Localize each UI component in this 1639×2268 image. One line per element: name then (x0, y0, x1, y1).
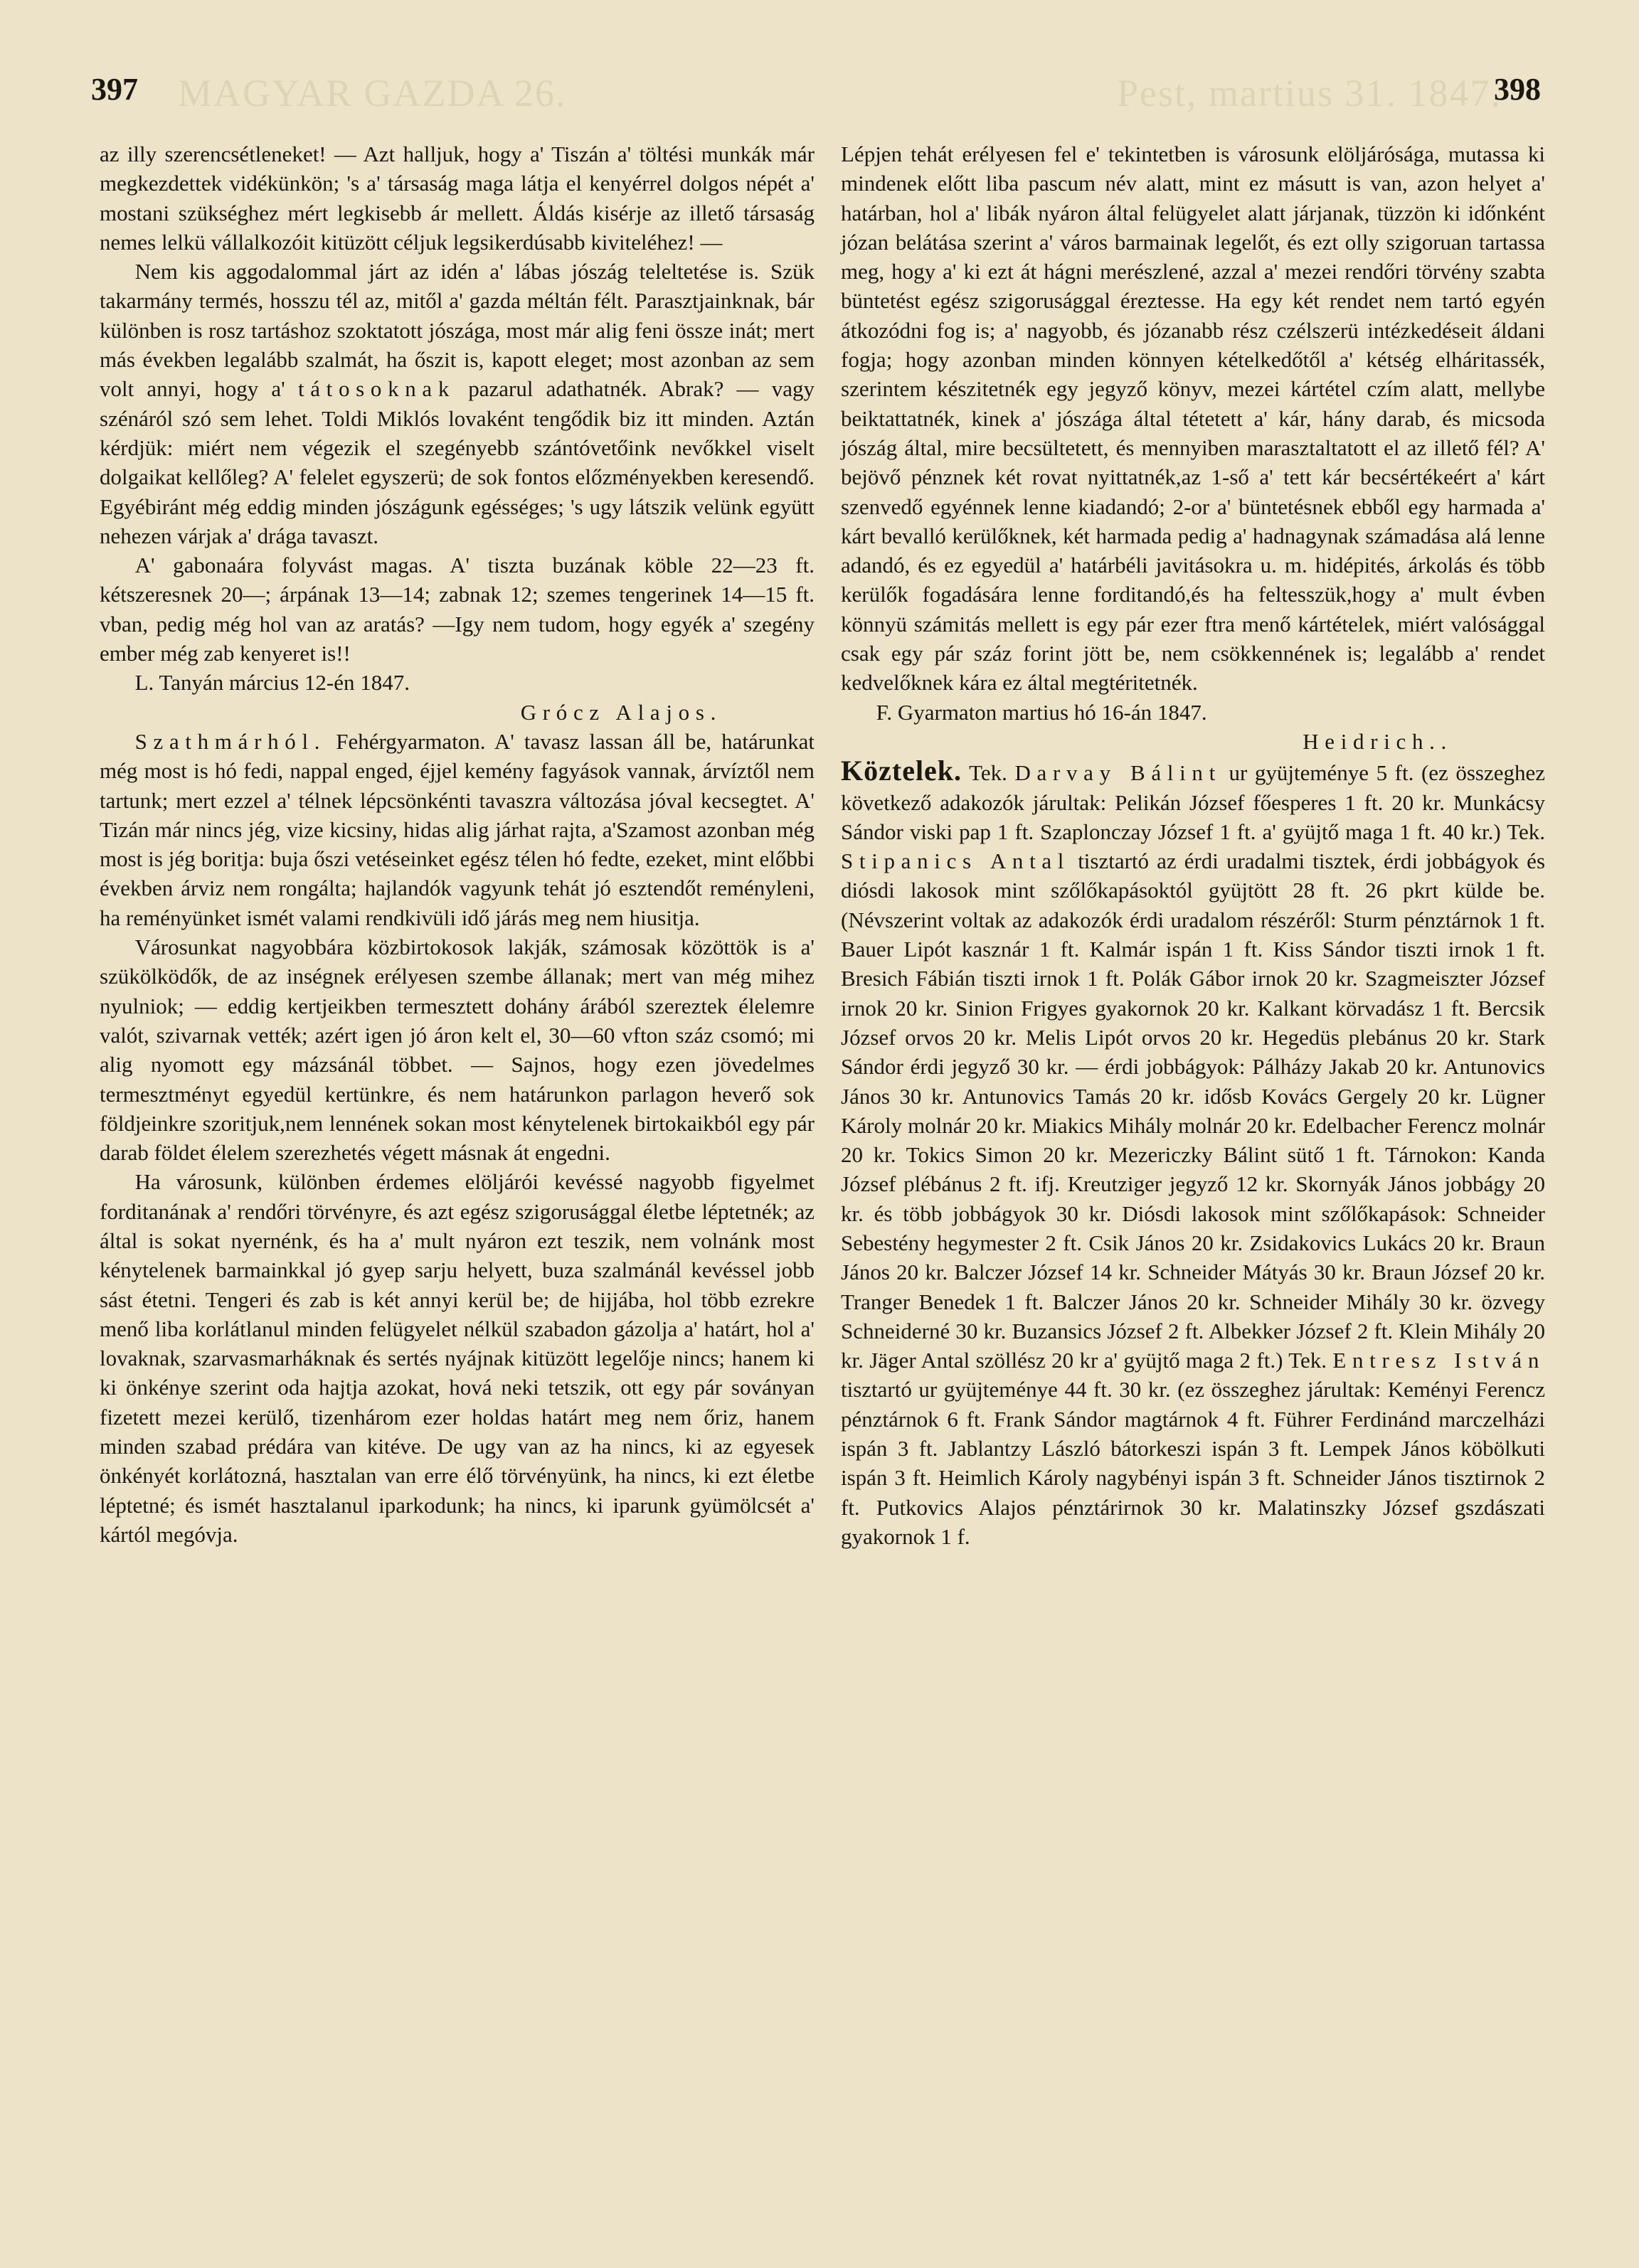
text-run: Tek. (969, 760, 1007, 786)
text-run: Nem kis aggodalommal járt az idén a' lábas jószág teleltetése is. Szük takarmány termés, hosszu tél az, mitől a' gazda méltán félt. Parasztjainknak, bár különben is rosz tartáshoz szoktatott jószága, most már alig feni össze inát; mert más években legalább szalmát, ha őszit is, kapott eleget; most azonban az sem volt annyi, hogy a' (100, 259, 815, 402)
spaced-name: Stipanics Antal (841, 848, 1071, 874)
page-number-right: 398 (1494, 72, 1541, 107)
text-run: ur gyüjteménye 5 ft. (ez összeghez következő adakozók járultak: Pelikán József főesperes 1 ft. 20 kr. Munkácsy Sándor viski pap 1 ft. Szaplonczay József 1 ft. a' gyüjtő maga 1 ft. 40 kr.) Tek. (841, 760, 1546, 844)
running-head-left: MAGYAR GAZDA 26. (178, 72, 567, 115)
running-head-right: Pest, martius 31. 1847. (1117, 72, 1502, 115)
paragraph: A' gabonaára folyvást magas. A' tiszta buzának köble 22—23 ft. kétszeresnek 20—; árpának 13—14; zabnak 12; szemes tengerinek 14—15 ft. vban, pedig még hol van az aratás? —Igy nem tudom, hogy egyék a' szegény ember még zab kenyeret is!! (100, 553, 815, 666)
paragraph (100, 257, 815, 550)
spaced-name: Entresz István (1332, 1348, 1546, 1373)
text-run: Fehérgyarmaton. A' tavasz lassan áll be, határunkat még most is hó fedi, nappal enged, éjjel kemény fagyások vannak, árvíztől nem tartunk; mert ezzel a' télnek lépcsönkénti tavaszra változása jóval kecsegtet. A' Tizán már nincs jég, vize kicsiny, hidas alig járhat rajta, a'Szamost azonban még most is jég boritja: buja őszi vetéseinket egész télen hó fedte, ezeket, mint előbbi években árviz nem rongálta; hajlandók vagyunk tehát jó esztendőt reményleni, ha reményünket ismét valami rendkivüli idő járás meg nem hiusitja. (100, 728, 815, 930)
dateline: L. Tanyán március 12-én 1847. (134, 670, 410, 696)
spaced-word: tátosoknak (297, 376, 456, 402)
spaced-word: Szathmárhól. (134, 728, 327, 754)
right-column (841, 139, 1545, 1551)
text-run: tisztartó ur gyüjteménye 44 ft. 30 kr. (ez összeghez járultak: Keményi Ferencz pénztárnok 6 ft. Frank Sándor magtárnok 4 ft. Führer Ferdinánd marczelházi ispán 3 ft. Jablantzy László bátorkeszi ispán 3 ft. Lempek János köbölkuti ispán 3 ft. Heimlich Károly nagybényi ispán 3 ft. Schneider János tisztirnok 2 ft. Putkovics Alajos pénztárirnok 30 kr. Malatinszky József gszdászati gyakornok 1 f. (841, 1377, 1545, 1549)
left-column (100, 139, 815, 1549)
paragraph: Lépjen tehát erélyesen fel e' tekintetben is városunk elöljárósága, mutassa ki mindenek előtt liba pascum név alatt, mint ez másutt is van, azon helyet a' határban, hol a' libák nyáron által felügyelet alatt járjanak, tüzzön ki időnként józan belátása szerint a' város barmainak legelőt, és ezt olly szigoruan tartassa meg, hogy a' ki ezt át hágni merészlené, azzal a' mezei rendőri törvény szabta büntetést egész szigorusággal éreztesse. Ha egy két rendet nem tartó egyén átkozódni fog is; a' nagyobb, és józanabb rész czélszerü intézkedéseit áldani fogja; hogy azonban minden könnyen kételkedőtől a' kétség elháritassék, szerintem készitetnék egy jegyző könyv, mezei kártétel czím alatt, mellybe beiktattatnék, kinek a' jószága által tétetett a' kár, hány darab, és micsoda jószág által, mire becsültetett, és mennyiben marasztaltatott el az illető fél? A' bejövő pénznek két rovat nyittatnék,az 1-ső a' tett kár becsértékeért a' kárt szenvedő egyénnek lenne kiadandó; 2-or a' büntetésnek ebből egy harmada a' kárt bevalló kerülőknek, két harmada pedig a' hadnagynak számadása alá lenne adandó, és ez egyedül a' határbéli javitásokra u. m. hidépités, árkolás és több kerülők fogadására lenne forditandó,és ha feltesszük,hogy a' mult évben könnyü számitás mellett is egy pár ezer ftra menő kártételek, miért valósággal csak egy pár száz forint jött be, nem csökkennének is; legalább a' rendet kedvelőknek kára ez által megtéritetnék. (841, 142, 1545, 696)
text-run: pazarul adathatnék. Abrak? — vagy szénáról szó sem lehet. Toldi Miklós lovaként tengődik biz itt minden. Aztán kérdjük: miért nem végezik el szegényebb szántóvetőink nevőkkel viselt dolgaikat kellőleg? A' felelet egyszerü; de sok fontos előzményekben keresendő. Egyébiránt még eddig minden jószágunk egésséges; 's ugy látszik velünk együtt nehezen várjak a' drága tavaszt. (100, 376, 815, 548)
paragraph (100, 727, 815, 932)
signature: Grócz Alajos. (520, 699, 722, 725)
paragraph: Ha városunk, különben érdemes elöljárói kevéssé nagyobb figyelmet forditanának a' rendőri törvényre, és azt egész szigorusággal életbe léptetnék; az által is sokat nyernénk, és ha a' mult nyáron ezt teszik, nem volnánk most kénytelenek barmainkkal jó gyep sarju helyett, buza szalmánál kevéssel jobb sást étetni. Tengeri és zab is két annyi kerül be; de hijjába, hol több ezrekre menő liba korlátlanul minden felügyelet nélkül szabadon gázolja a' határt, hol a' lovaknak, szarvasmarháknak és sertés nyájnak kitüzött legelője nincs; hanem ki ki önkénye szerint oda hajtja azokat, hová neki tetszik, ott egy pár soványan fizetett mezei kerülő, tizenhárom ezer holdas határt meg nem őriz, hanem minden szabad prédára van kitéve. De ugy van az ha nincs, ki az egyesek önkényét korlátozná, hasztalan van erre élő törvényünk, ha nincs, ki ezt életbe léptetné; és ismét hasztalanul iparkodunk; ha nincs, ki iparunk gyümölcsét a' kártól megóvja. (100, 1169, 815, 1547)
paragraph: az illy szerencsétleneket! — Azt halljuk, hogy a' Tiszán a' töltési munkák már megkezdettek vidékünkön; 's a' társaság maga látja el kenyérrel dolgos népét a' mostani szükséghez mért legkisebb ár mellett. Áldás kisérje az illető társaság nemes lelkü vállalkozóit kitüzött céljuk legsikerdúsabb kiviteléhez! — (100, 142, 815, 255)
page-number-left: 397 (91, 72, 138, 107)
text-run: tisztartó az érdi uradalmi tisztek, érdi jobbágyok és diósdi lakosok mint szőlőkapásoktól gyüjtött 28 ft. 26 pkrt külde be. (Névszerint voltak az adakozók érdi uradalom részéről: Sturm pénztárnok 1 ft. Bauer Lipót kasznár 1 ft. Kalmár ispán 1 ft. Kiss Sándor tiszti irnok 1 ft. Bresich Fábián tiszti irnok 1 ft. Polák Gábor irnok 20 kr. Szagmeiszter József irnok 20 kr. Sinion Frigyes gyakornok 20 kr. Kalkant körvadász 1 ft. Bercsik József orvos 20 kr. Melis Lipót orvos 20 kr. Hegedüs plebánus 20 kr. Stark Sándor érdi jegyző 30 kr. — érdi jobbágyok: Pálházy Jakab 20 kr. Antunovics János 30 kr. Antunovics Tamás 20 kr. idősb Kovács Gergely 20 kr. Lügner Károly molnár 20 kr. Miakics Mihály molnár 20 kr. Edelbacher Ferencz molnár 20 kr. Tokics Simon 20 kr. Mezericzky Bálint sütő 1 ft. Tárnokon: Kanda József plébánus 2 ft. ifj. Kreutziger jegyző 12 kr. Skornyák János jobbágy 20 kr. és több jobbágyok 30 kr. Diósdi lakosok mint szőlőkapások: Schneider Sebestény hegymester 2 ft. Csik János 20 kr. Zsidakovics Lukács 20 kr. Braun János 20 kr. Balczer József 14 kr. Schneider Mátyás 30 kr. Braun József 20 kr. Tranger Benedek 1 ft. Balczer János 20 kr. Schneider Mihály 30 kr. özvegy Schneiderné 30 kr. Buzansics József 2 ft. Albekker József 2 ft. Klein Mihály 20 kr. Jäger Antal szöllész 20 kr a' gyüjtő maga 2 ft.) Tek. (841, 848, 1546, 1373)
signature: Heidrich.. (1303, 728, 1453, 754)
section-title: Köztelek. (841, 755, 962, 787)
paragraph (841, 756, 1545, 1551)
paragraph: Városunkat nagyobbára közbirtokosok lakják, számosak közöttök is a' szükölködők, de az inségnek erélyesen szembe állanak; mert van még mihez nyulniok; — eddig kertjeikben termesztett dohány árából szereztek élelemre valót, szivarnak vették; azért igen jó áron kelt el, 30—60 vfton száz csomó; mi alig nyomott egy mázsánál többet. — Sajnos, hogy ezen jövedelmes termesztményt egyedül kertünkre, és nem határunkon parlagon heverő sok földjeinkre szoritjuk,nem lennének sokan most kénytelenek birtokaikból egy pár darab földet élelem szerezhetés végett másnak át engedni. (100, 935, 815, 1166)
dateline: F. Gyarmaton martius hó 16-án 1847. (876, 699, 1207, 725)
spaced-name: Darvay Bálint (1014, 760, 1221, 786)
